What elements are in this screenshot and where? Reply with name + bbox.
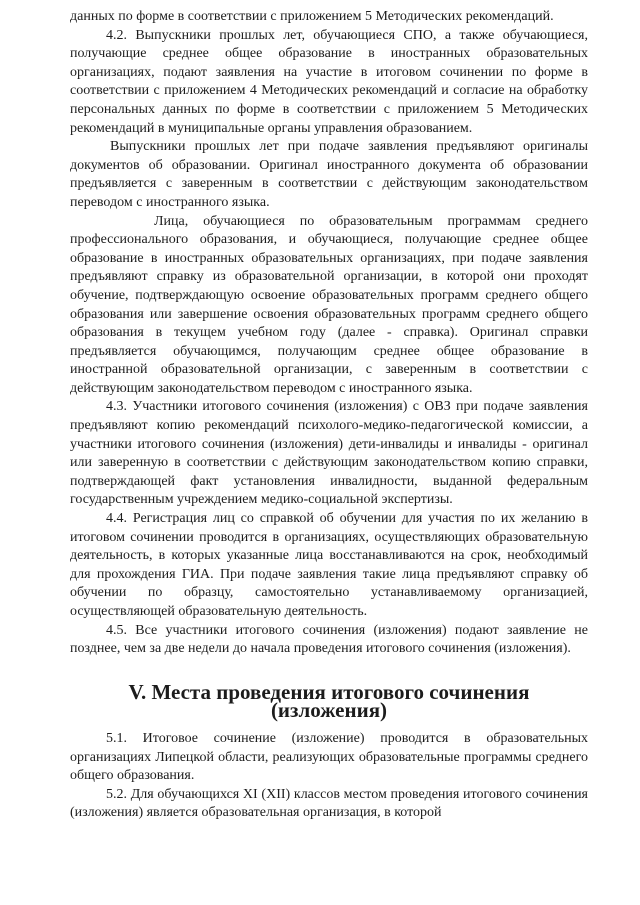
paragraph-5-2: 5.2. Для обучающихся XI (XII) классов местом проведения итогового сочинения (изложения) является образовательная организация, в которой: [70, 786, 588, 821]
document-page: [70, 8, 588, 823]
paragraph-4-2: 4.2. Выпускники прошлых лет, обучающиеся СПО, а также обучающиеся, получающие среднее общее образование в иностранных образовательных организациях, подают заявления на участие в итоговом сочинении по форме в соответствии с приложением 4 Методических рекомендаций и согласие на обработку персональных данных по форме в соответствии с приложением 5 Методических рекомендаций в муниципальные органы управления образованием.: [70, 27, 588, 136]
paragraph-persons-certificate: Лица, обучающиеся по образовательным программам среднего профессионального образования, и обучающиеся, получающие среднее общее образование в иностранных образовательных организациях, при подаче заявления предъявляют справку из образовательной организации, в которой они проходят обучение, подтверждающую освоение образовательных программ среднего общего образования или завершение освоения образовательных программ среднего общего образования в текущем учебном году (далее - справка). Оригинал справки предъявляется обучающимся, получающим среднее общее образование в иностранной образовательной организации, с заверенным в соответствии с действующим законодательством переводом с иностранного языка.: [70, 213, 588, 396]
paragraph-continuation: данных по форме в соответствии с приложением 5 Методических рекомендаций.: [70, 9, 554, 24]
paragraph-4-5: 4.5. Все участники итогового сочинения (изложения) подают заявление не позднее, чем за две недели до начала проведения итогового сочинения (изложения).: [70, 622, 588, 657]
paragraph-4-3: 4.3. Участники итогового сочинения (изложения) с ОВЗ при подаче заявления предъявляют копию рекомендаций психолого-медико-педагогической комиссии, а участники итогового сочинения (изложения) дети-инвалиды и инвалиды - оригинал или заверенную в соответствии с действующим законодательством копию справки, подтверждающей факт установления инвалидности, выданной федеральным государственным учреждением медико-социальной экспертизы.: [70, 399, 588, 508]
paragraph-5-1: 5.1. Итоговое сочинение (изложение) проводится в образовательных организациях Липецкой области, реализующих образовательные программы среднего общего образования.: [70, 730, 588, 784]
paragraph-4-4: 4.4. Регистрация лиц со справкой об обучении для участия по их желанию в итоговом сочинении проводится в организациях, осуществляющих образовательную деятельность, в которых указанные лица восстанавливаются на срок, необходимый для прохождения ГИА. При подаче заявления такие лица предъявляют справку об обучении по образцу, самостоятельно устанавливаемому организацией, осуществляющей образовательную деятельность.: [70, 511, 588, 619]
paragraph-graduates-documents: Выпускники прошлых лет при подаче заявления предъявляют оригиналы документов об образовании. Оригинал иностранного документа об образовании предъявляется с заверенным в соответствии с действующим законодательством переводом с иностранного языка.: [70, 139, 588, 210]
section-heading: V. Места проведения итогового сочинения (изложения): [128, 679, 530, 723]
